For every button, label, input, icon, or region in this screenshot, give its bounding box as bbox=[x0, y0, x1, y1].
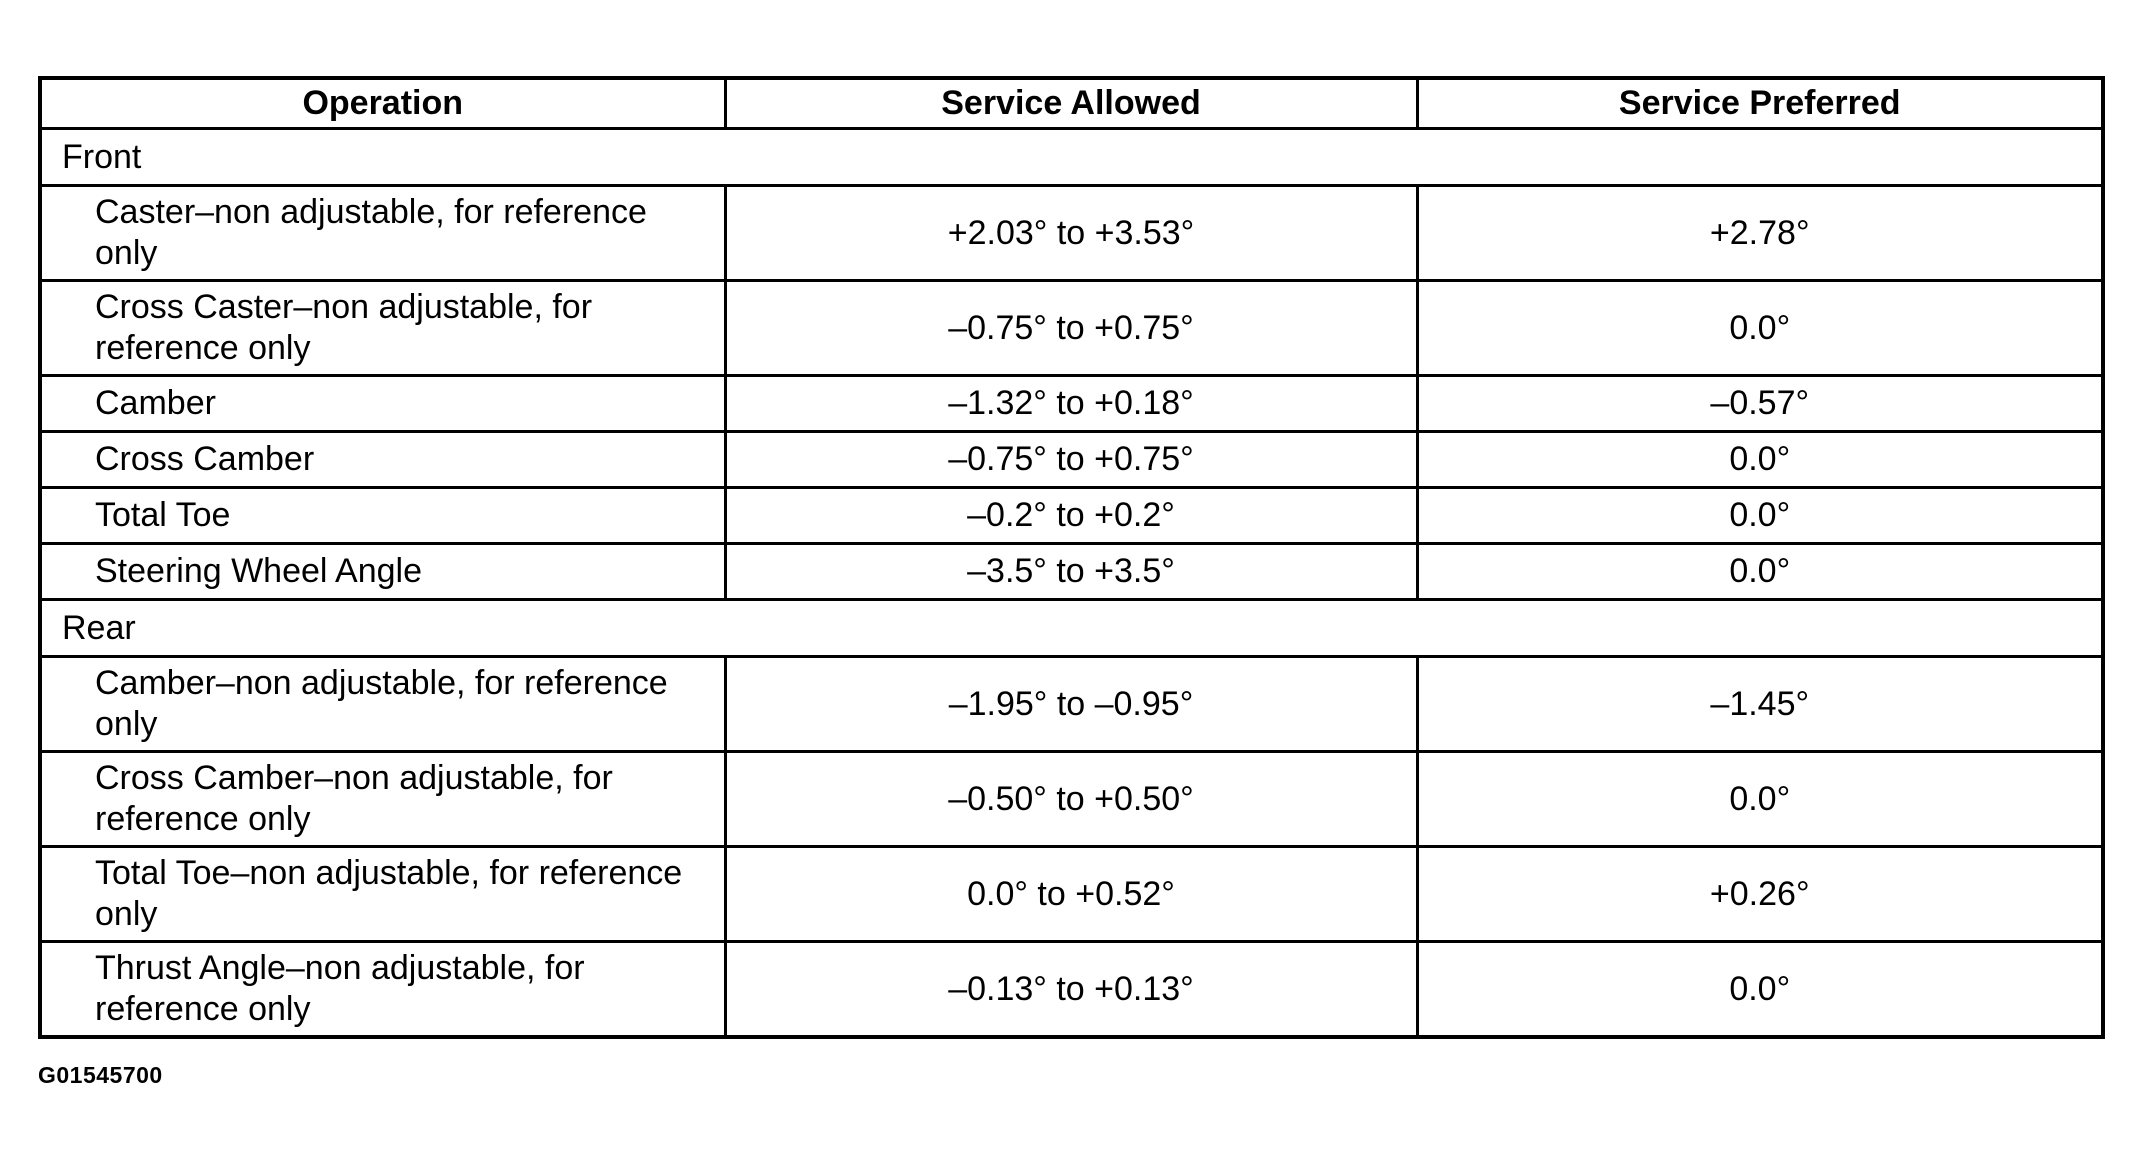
header-row bbox=[40, 78, 2103, 129]
operation-cell: Caster–non adjustable, for reference only bbox=[40, 186, 725, 281]
allowed-cell: –0.75° to +0.75° bbox=[725, 281, 1417, 376]
preferred-cell: 0.0° bbox=[1417, 432, 2103, 488]
operation-cell: Total Toe–non adjustable, for reference only bbox=[40, 847, 725, 942]
preferred-cell: –1.45° bbox=[1417, 657, 2103, 752]
section-title-rear: Rear bbox=[40, 600, 2103, 657]
preferred-cell: +0.26° bbox=[1417, 847, 2103, 942]
section-row-rear bbox=[40, 600, 2103, 657]
preferred-cell: 0.0° bbox=[1417, 942, 2103, 1038]
table-row bbox=[40, 657, 2103, 752]
table-row bbox=[40, 752, 2103, 847]
operation-cell: Camber bbox=[40, 376, 725, 432]
operation-cell: Camber–non adjustable, for reference only bbox=[40, 657, 725, 752]
table-row bbox=[40, 847, 2103, 942]
allowed-cell: –1.32° to +0.18° bbox=[725, 376, 1417, 432]
operation-cell: Total Toe bbox=[40, 488, 725, 544]
preferred-cell: 0.0° bbox=[1417, 752, 2103, 847]
allowed-cell: –0.50° to +0.50° bbox=[725, 752, 1417, 847]
allowed-cell: –0.13° to +0.13° bbox=[725, 942, 1417, 1038]
table-row bbox=[40, 544, 2103, 600]
preferred-cell: 0.0° bbox=[1417, 281, 2103, 376]
preferred-cell: 0.0° bbox=[1417, 544, 2103, 600]
section-title-front: Front bbox=[40, 129, 2103, 186]
operation-cell: Steering Wheel Angle bbox=[40, 544, 725, 600]
preferred-cell: –0.57° bbox=[1417, 376, 2103, 432]
operation-cell: Cross Caster–non adjustable, for reference only bbox=[40, 281, 725, 376]
operation-cell: Cross Camber–non adjustable, for reference only bbox=[40, 752, 725, 847]
table-row bbox=[40, 376, 2103, 432]
table-row bbox=[40, 942, 2103, 1038]
allowed-cell: –0.75° to +0.75° bbox=[725, 432, 1417, 488]
allowed-cell: +2.03° to +3.53° bbox=[725, 186, 1417, 281]
table-row bbox=[40, 186, 2103, 281]
header-operation: Operation bbox=[40, 78, 725, 129]
allowed-cell: –0.2° to +0.2° bbox=[725, 488, 1417, 544]
operation-cell: Cross Camber bbox=[40, 432, 725, 488]
figure-id: G01545700 bbox=[38, 1062, 163, 1088]
allowed-cell: –1.95° to –0.95° bbox=[725, 657, 1417, 752]
operation-cell: Thrust Angle–non adjustable, for reference only bbox=[40, 942, 725, 1038]
section-row-front bbox=[40, 129, 2103, 186]
preferred-cell: 0.0° bbox=[1417, 488, 2103, 544]
allowed-cell: –3.5° to +3.5° bbox=[725, 544, 1417, 600]
table-row bbox=[40, 281, 2103, 376]
alignment-spec-table bbox=[38, 76, 2105, 1039]
header-service-preferred: Service Preferred bbox=[1417, 78, 2103, 129]
preferred-cell: +2.78° bbox=[1417, 186, 2103, 281]
table-row bbox=[40, 488, 2103, 544]
allowed-cell: 0.0° to +0.52° bbox=[725, 847, 1417, 942]
header-service-allowed: Service Allowed bbox=[725, 78, 1417, 129]
table-row bbox=[40, 432, 2103, 488]
